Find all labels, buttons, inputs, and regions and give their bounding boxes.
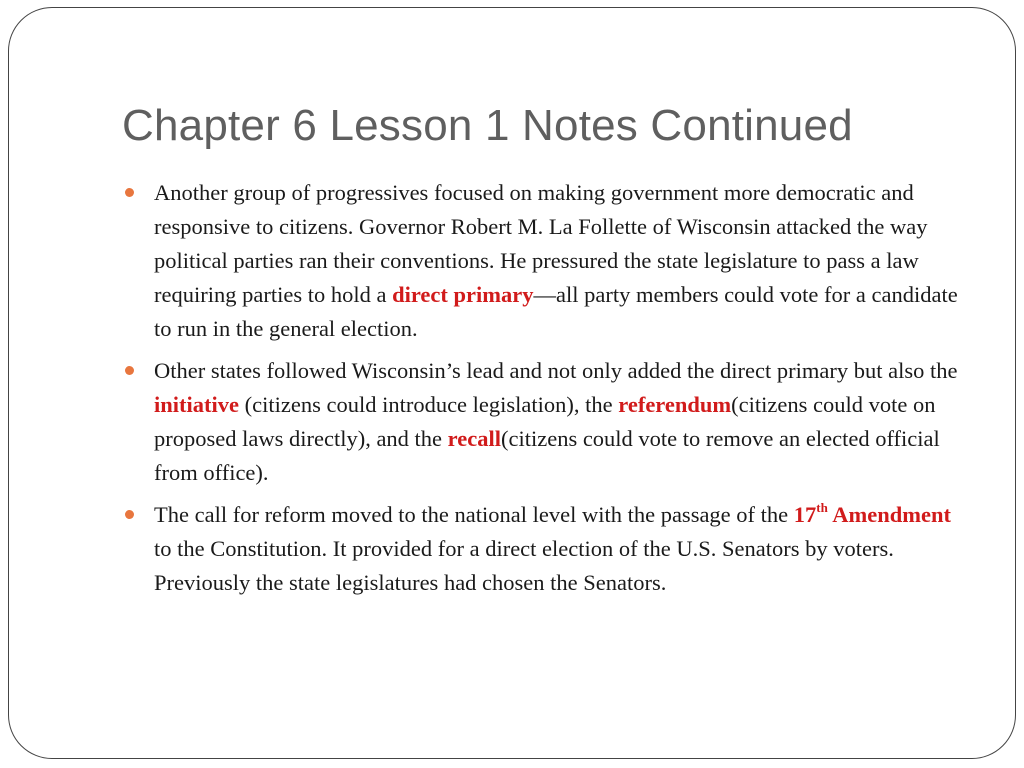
slide-title: Chapter 6 Lesson 1 Notes Continued [122, 101, 853, 150]
bullet-dot-icon [125, 366, 134, 375]
bullet-text: —all party members could vote for a candidate to run in the general election. [154, 282, 958, 341]
bullet-text: (citizens could introduce legislation), the [239, 392, 619, 417]
bullet-text: (citizens could vote to remove an elected official from office). [154, 426, 940, 485]
key-term-17th-amendment [793, 499, 951, 527]
bullet-item [123, 354, 973, 490]
bullet-dot-icon [125, 188, 134, 197]
key-term-referendum: referendum [618, 392, 732, 417]
slide-frame [8, 7, 1016, 759]
bullet-text: The call for reform moved to the national level with the passage of the [154, 502, 794, 527]
key-term-initiative: initiative [154, 392, 239, 417]
amendment-word: Amendment [827, 502, 951, 527]
amendment-number: 17 [793, 502, 817, 527]
bullet-list [123, 176, 973, 608]
bullet-text: Other states followed Wisconsin’s lead and not only added the direct primary but also the [154, 358, 958, 383]
bullet-text: Another group of progressives focused on making government more democratic and responsive to citizens. Governor Robert M. La Follette of Wisconsin attacked the way political parties ran their conventions. He pressured the state legislature to pass a law requiring parties to hold a [154, 180, 928, 307]
bullet-item [123, 498, 973, 600]
key-term-recall: recall [447, 426, 501, 451]
bullet-text: to the Constitution. It provided for a direct election of the U.S. Senators by voters. Previously the state legislatures had chosen the Senators. [154, 536, 894, 595]
bullet-item [123, 176, 973, 346]
bullet-dot-icon [125, 510, 134, 519]
amendment-ordinal-suffix: th [816, 499, 828, 515]
bullet-text: (citizens could vote on proposed laws directly), and the [154, 392, 936, 451]
key-term-direct-primary: direct primary [392, 282, 534, 307]
